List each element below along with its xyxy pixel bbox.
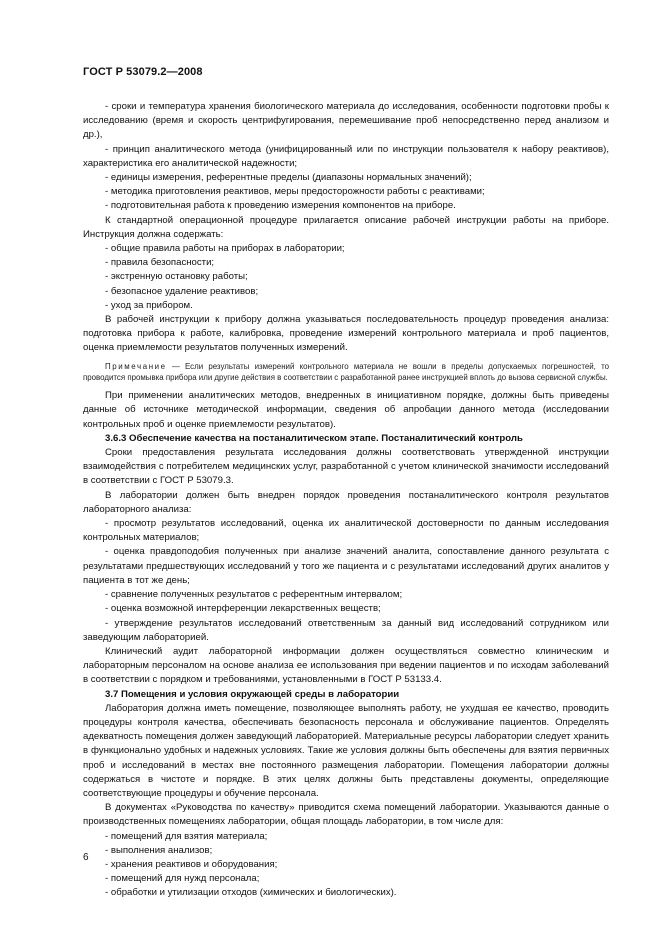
list-item: - единицы измерения, референтные пределы (диапазоны нормальных значений);: [105, 172, 472, 184]
paragraph: В рабочей инструкции к прибору должна указываться последовательность процедур проведения анализа: подготовка прибора к работе, калибровка, проведение измерений контрольного материала и проб пациентов, оценка приемлемости результатов полученных измерений.: [83, 314, 609, 354]
paragraph: Клинический аудит лабораторной информации должен осуществляться совместно клиническим и лабораторным персоналом на основе анализа ее использования при ведении пациентов и по исходам заболеваний в соответствии с порядком и требованиями, установленными в ГОСТ Р 53133.4.: [83, 645, 609, 686]
paragraph: К стандартной операционной процедуре прилагается описание рабочей инструкции работы на приборе. Инструкция должна содержать:: [83, 214, 609, 240]
paragraph: В документах «Руководства по качеству» приводится схема помещений лаборатории. Указываются данные о производственных помещениях лаборатории, общая площадь лаборатории, в том числе для:: [83, 802, 609, 828]
paragraph: В лаборатории должен быть внедрен порядок проведения постаналитического контроля результатов лабораторного анализа:: [83, 489, 609, 515]
list-item: - оценка возможной интерференции лекарственных веществ;: [105, 603, 381, 615]
list-item: - безопасное удаление реактивов;: [105, 285, 259, 297]
list-item: - сравнение полученных результатов с референтным интервалом;: [105, 589, 403, 601]
paragraph: Лаборатория должна иметь помещение, позволяющее выполнять работу, не ухудшая ее качество, проводить процедуры контроля качества, обеспечивать безопасность персонала и обслуживание пациентов. Определять адекватность помещения должен заведующий лабораторией. Материальные ресурсы лаборатории следует хранить в функционально удобных и надежных условиях. Такие же условия должны быть обеспечены для взятия первичных проб и исследований в местах вне постоянного размещения лаборатории. Помещения лаборатории должны содержаться в чистоте и порядке. В этих целях должны быть представлены документы, определяющие соответствующие процедуры и обучение персонала.: [83, 702, 609, 799]
list-item: - хранения реактивов и оборудования;: [105, 858, 278, 870]
paragraph: - сроки и температура хранения биологического материала до исследования, особенности подготовки пробы к исследованию (время и скорость центрифугирования, перемешивание проб непосредственно перед анализом и др.),: [83, 101, 609, 141]
note-label: Примечание: [105, 361, 167, 371]
paragraph: При применении аналитических методов, внедренных в инициативном порядке, должны быть приведены данные об источнике методической информации, сведения об апробации данного метода (исследовании контрольных проб и оценке приемлемости результатов).: [83, 390, 609, 430]
paragraph: Сроки предоставления результата исследования должны соответствовать утвержденной инструкции взаимодействия с потребителем медицинских услуг, разработанной с учетом клинической значимости исследований в соответствии с ГОСТ Р 53079.3.: [83, 447, 609, 487]
list-item: - помещений для взятия материала;: [105, 830, 268, 842]
list-item: - экстренную остановку работы;: [105, 271, 248, 283]
list-item: - уход за прибором.: [105, 299, 193, 311]
paragraph: - принцип аналитического метода (унифицированный или по инструкции пользователя к набору реактивов), характеристика его аналитической надежности;: [83, 143, 609, 169]
list-item: - оценка правдоподобия полученных при анализе значений аналита, сопоставление данного результата с результатами предшествующих исследований у того же пациента и с результатами исследований других аналитов у пациента в тот же день;: [83, 546, 609, 586]
list-item: - методика приготовления реактивов, меры предосторожности работы с реактивами;: [105, 186, 485, 198]
list-item: - подготовительная работа к проведению измерения компонентов на приборе.: [105, 200, 456, 212]
list-item: - правила безопасности;: [105, 257, 215, 269]
list-item: - утверждение результатов исследований ответственным за данный вид исследований сотрудником или заведующим лабораторией.: [83, 617, 609, 643]
list-item: - просмотр результатов исследований, оценка их аналитической достоверности по данным исследования контрольных материалов;: [83, 518, 609, 544]
page-number: 6: [83, 852, 89, 863]
list-item: - помещений для нужд персонала;: [105, 873, 260, 885]
list-item: - общие правила работы на приборах в лаборатории;: [105, 243, 345, 255]
list-item: - обработки и утилизации отходов (химических и биологических).: [105, 887, 397, 899]
note: [83, 361, 609, 384]
document-header: ГОСТ Р 53079.2—2008: [83, 66, 203, 78]
note-text: — Если результаты измерений контрольного материала не вошли в пределы допускаемых погрешностей, то проводится промывка прибора или другие действия в соответствии с разработанной ранее инструкцией вплоть до вызова сервисной службы.: [83, 361, 609, 382]
section-heading-3-6-3: 3.6.3 Обеспечение качества на постаналитическом этапе. Постаналитический контроль: [105, 432, 523, 444]
section-heading-3-7: 3.7 Помещения и условия окружающей среды в лаборатории: [105, 688, 400, 700]
list-item: - выполнения анализов;: [105, 844, 213, 856]
